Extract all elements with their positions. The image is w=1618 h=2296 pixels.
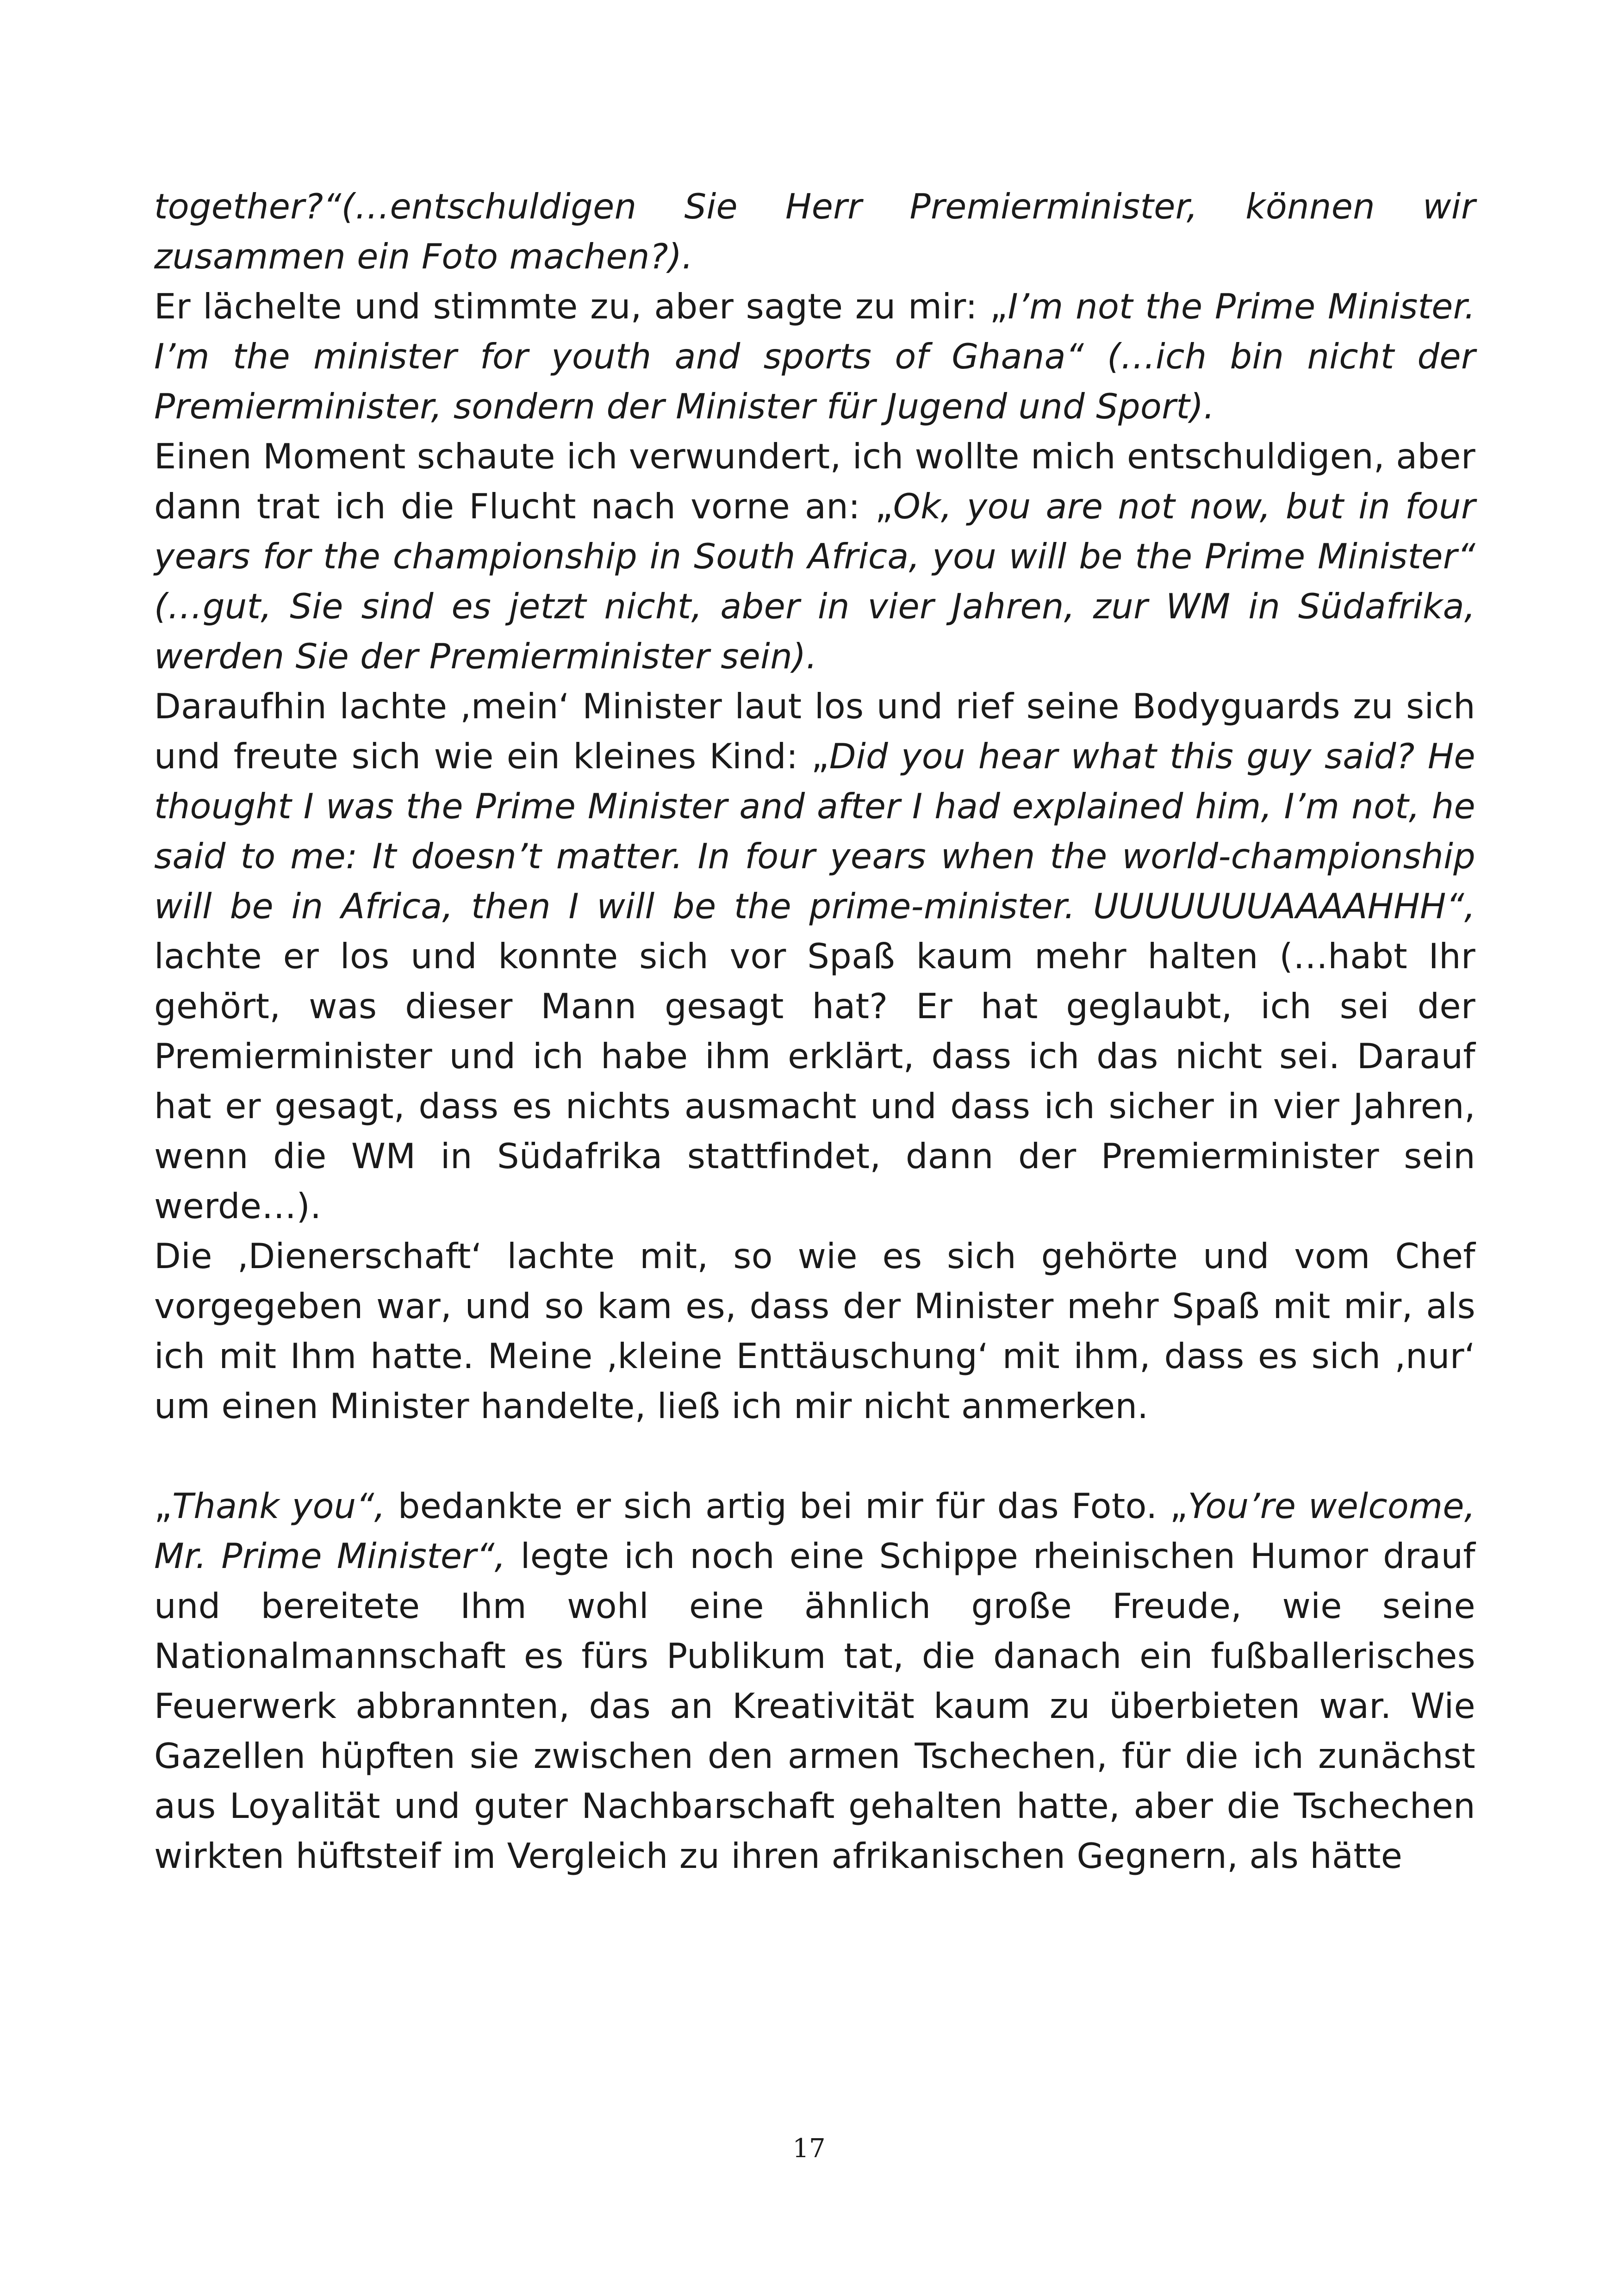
italic-span: together?“(…entschuldigen Sie Herr Premierminister, können wir zusammen ein Foto machen?).	[154, 186, 1475, 277]
paragraph	[154, 181, 1475, 281]
text-span: bedankte er sich artig bei mir für das Foto. „	[385, 1486, 1188, 1526]
body-text	[154, 181, 1475, 1881]
paragraph	[154, 281, 1475, 431]
paragraph	[154, 431, 1475, 681]
paragraph	[154, 1481, 1475, 1881]
italic-span: I’m not the Prime Minister. I’m the minister for youth and sports of Ghana“ (…ich bin nicht der Premierminister, sondern der Minister für Jugend und Sport).	[154, 286, 1476, 427]
text-span: Er lächelte und stimmte zu, aber sagte zu mir: „	[154, 286, 1008, 327]
paragraph	[154, 1231, 1475, 1431]
text-span: Einen Moment schaute ich verwundert, ich wollte mich entschuldigen, aber dann trat ich die Flucht nach vorne an: „	[154, 436, 1475, 527]
text-span: Daraufhin lachte ‚mein‘ Minister laut los und rief seine Bodyguards zu sich und freute sich wie ein kleines Kind: „	[154, 686, 1475, 777]
italic-span: Thank you“,	[172, 1486, 386, 1526]
text-span: Die ‚Dienerschaft‘ lachte mit, so wie es sich gehörte und vom Chef vorgegeben war, und so kam es, dass der Minister mehr Spaß mit mir, als ich mit Ihm hatte. Meine ‚kleine Enttäuschung‘ mit ihm, dass es sich ‚nur‘ um einen Minister handelte, ließ ich mir nicht anmerken.	[154, 1236, 1475, 1426]
text-span: legte ich noch eine Schippe rheinischen Humor drauf und bereitete Ihm wohl eine ähnlich große Freude, wie seine Nationalmannschaft es fürs Publikum tat, die danach ein fußballerisches Feuerwerk abbrannten, das an Kreativität kaum zu überbieten war. Wie Gazellen hüpften sie zwischen den armen Tschechen, für die ich zunächst aus Loyalität und guter Nachbarschaft gehalten hatte, aber die Tschechen wirkten hüftsteif im Vergleich zu ihren afrikanischen Gegnern, als hätte	[154, 1536, 1475, 1876]
italic-span: Did you hear what this guy said? He thought I was the Prime Minister and after I had explained him, I’m not, he said to me: It doesn’t matter. In four years when the world-championship will be in Africa, then I will be the prime-minister. UUUUUUUAAAAHHH“,	[154, 736, 1475, 927]
text-span: „	[154, 1486, 173, 1526]
text-span: lachte er los und konnte sich vor Spaß kaum mehr halten (…habt Ihr gehört, was dieser Mann gesagt hat? Er hat geglaubt, ich sei der Premierminister und ich habe ihm erklärt, dass ich das nicht sei. Darauf hat er gesagt, dass es nichts ausmacht und dass ich sicher in vier Jahren, wenn die WM in Südafrika stattfindet, dann der Premierminister sein werde…).	[154, 936, 1475, 1226]
page-number: 17	[792, 2134, 826, 2164]
italic-span: You’re welcome, Mr. Prime Minister“,	[154, 1486, 1475, 1576]
paragraph	[154, 681, 1475, 1231]
italic-span: Ok, you are not now, but in four years for the championship in South Africa, you will be the Prime Minister“ (…gut, Sie sind es jetzt nicht, aber in vier Jahren, zur WM in Südafrika, werden Sie der Premierminister sein).	[154, 486, 1475, 677]
